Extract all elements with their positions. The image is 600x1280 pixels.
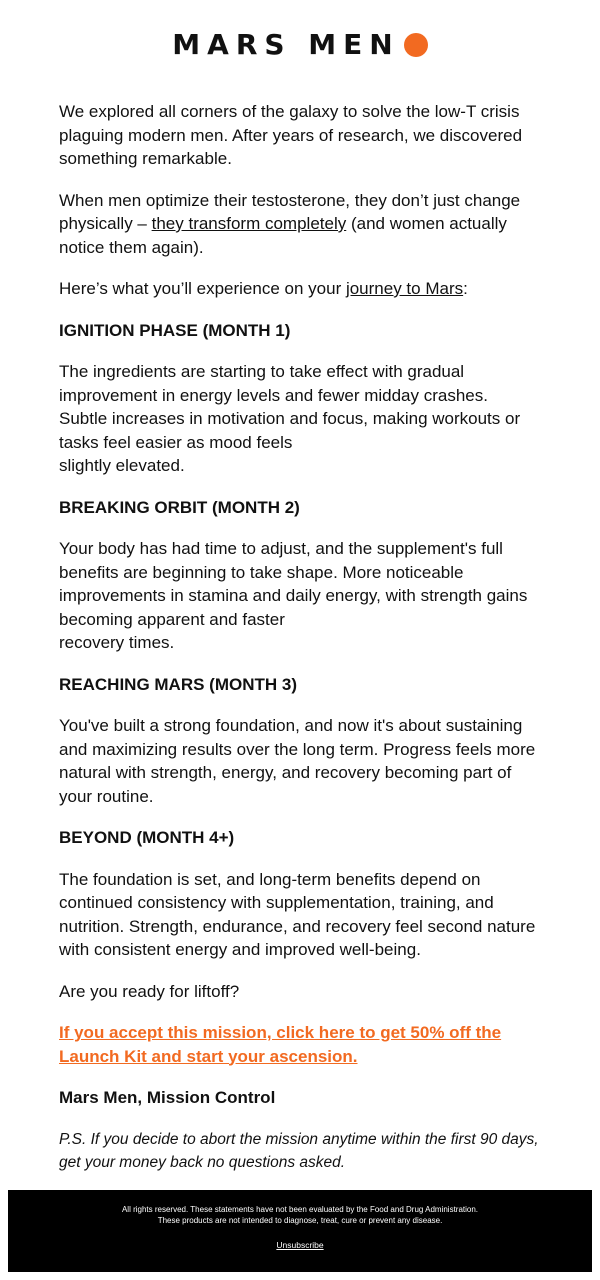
phase-text: The ingredients are starting to take effect with gradual improvement in energy levels and fewer midday crashes. Subtle increases in motivation and focus, making workouts or tasks feel easier as mood feels: [59, 362, 521, 452]
phase-description: The foundation is set, and long-term benefits depend on continued consistency with supplementation, training, and nutrition. Strength, endurance, and recovery feel second nature with consistent energy and improved well-being.: [59, 869, 536, 959]
intro-paragraph-3: [59, 277, 539, 301]
brand-name: MARS MEN: [172, 28, 400, 61]
unsubscribe-link[interactable]: Unsubscribe: [276, 1240, 324, 1250]
legal-text: [8, 1190, 592, 1226]
phase-title: IGNITION PHASE (MONTH 1): [59, 320, 291, 340]
phase-text: Your body has had time to adjust, and the supplement's full benefits are beginning to take shape. More noticeable improvements in stamina and daily energy, with strength gains becoming apparent and faster: [59, 539, 528, 629]
intro-text: :: [463, 279, 468, 298]
cta-link[interactable]: If you accept this mission, click here to get 50% off the Launch Kit and start your ascension.: [59, 1023, 502, 1066]
brand-logo[interactable]: [0, 28, 600, 61]
phase-text: recovery times.: [59, 633, 175, 652]
footer: [8, 1190, 592, 1272]
phase-title: BREAKING ORBIT (MONTH 2): [59, 497, 300, 517]
orange-dot-icon: [404, 33, 428, 57]
email-body: [59, 100, 539, 1192]
intro-text: Here’s what you’ll experience on your: [59, 279, 346, 298]
journey-link[interactable]: journey to Mars: [345, 279, 464, 298]
phase-title: REACHING MARS (MONTH 3): [59, 674, 297, 694]
phase-text: slightly elevated.: [59, 456, 185, 475]
postscript: P.S. If you decide to abort the mission anytime within the first 90 days, get your money back no questions asked.: [59, 1130, 539, 1171]
liftoff-question: Are you ready for liftoff?: [59, 981, 240, 1001]
intro-paragraph-1: We explored all corners of the galaxy to solve the low-T crisis plaguing modern men. After years of research, we discovered something remarkable.: [59, 102, 523, 168]
legal-line: These products are not intended to diagnose, treat, cure or prevent any disease.: [157, 1216, 443, 1225]
transform-link[interactable]: they transform completely: [151, 214, 347, 233]
phase-description: [59, 360, 539, 478]
intro-text: When men optimize their testosterone, they don’t just change physically –: [59, 190, 521, 233]
legal-line: All rights reserved. These statements have not been evaluated by the Food and Drug Administration.: [121, 1205, 479, 1214]
phase-title: BEYOND (MONTH 4+): [59, 828, 235, 847]
phase-description: [59, 537, 539, 655]
intro-paragraph-2: [59, 189, 539, 260]
signature: Mars Men, Mission Control: [59, 1088, 276, 1107]
intro-text: (and women actually notice them again).: [59, 214, 507, 257]
phase-description: You've built a strong foundation, and now it's about sustaining and maximizing results over the long term. Progress feels more natural with strength, energy, and recovery becoming part of your routine.: [59, 716, 536, 806]
